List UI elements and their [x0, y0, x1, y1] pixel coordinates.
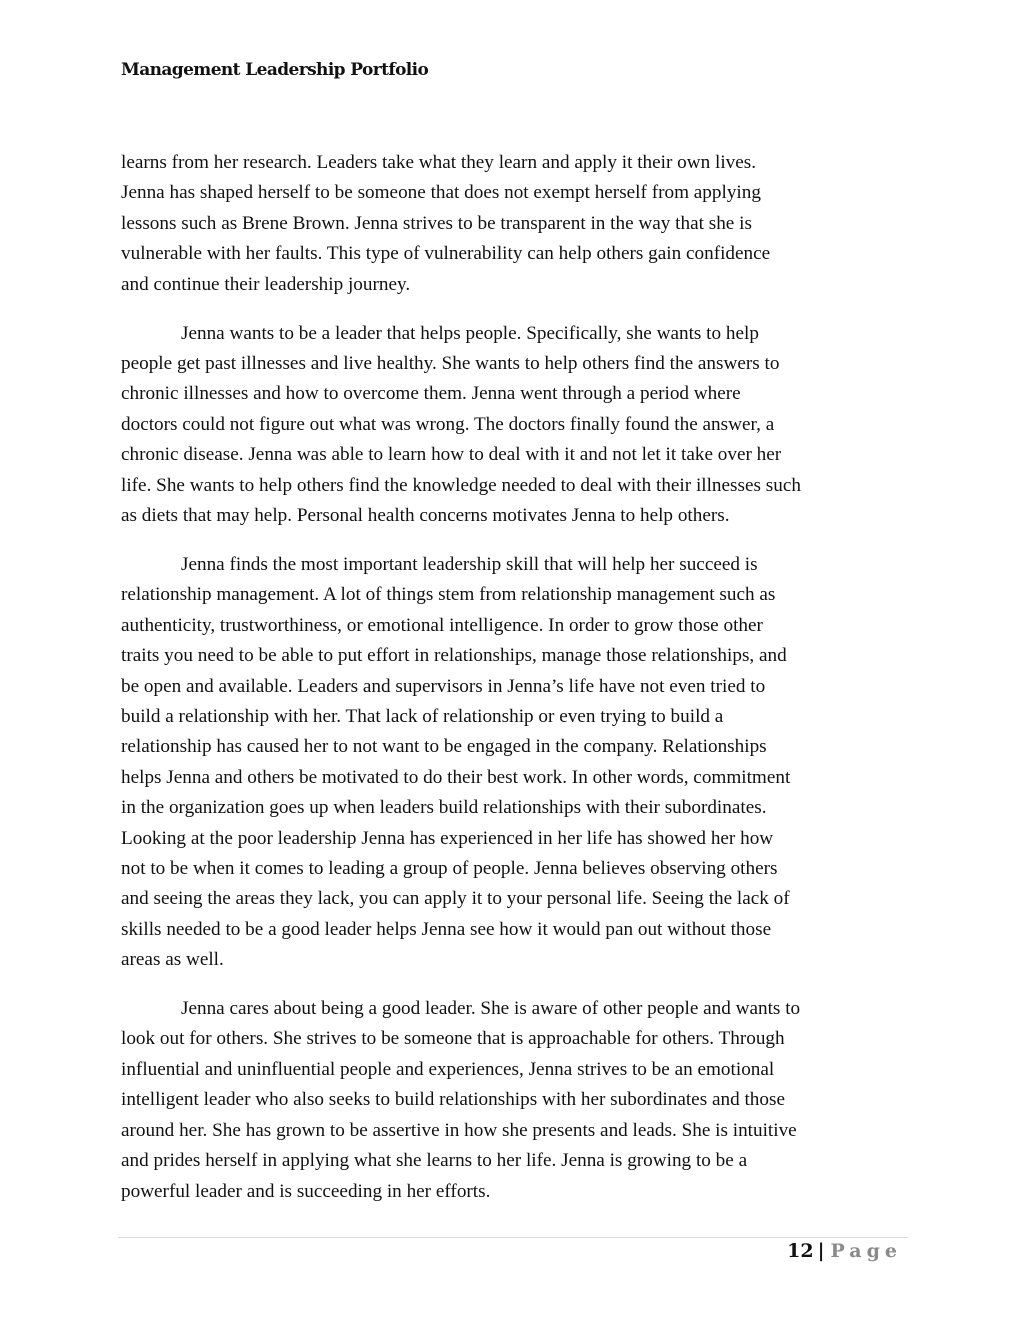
body-paragraph — [121, 148, 911, 300]
page-footer — [787, 1240, 902, 1262]
paragraph-line: skills needed to be a good leader helps Jenna see how it would pan out without those — [121, 918, 772, 940]
paragraph-line: influential and uninfluential people and experiences, Jenna strives to be an emotional — [121, 1058, 775, 1080]
paragraph-line: Jenna finds the most important leadership skill that will help her succeed is — [181, 553, 758, 575]
paragraph-line: look out for others. She strives to be someone that is approachable for others. Through — [121, 1028, 785, 1050]
paragraph-line: around her. She has grown to be assertive in how she presents and leads. She is intuitive — [121, 1119, 797, 1141]
paragraph-line: and seeing the areas they lack, you can apply it to your personal life. Seeing the lack of — [121, 888, 790, 910]
paragraph-line: and prides herself in applying what she learns to her life. Jenna is growing to be a — [121, 1150, 748, 1172]
paragraph-line: people get past illnesses and live healthy. She wants to help others find the answers to — [121, 352, 780, 374]
paragraph-line: in the organization goes up when leaders build relationships with their subordinates. — [121, 797, 767, 819]
paragraph-line: Jenna wants to be a leader that helps people. Specifically, she wants to help — [181, 322, 759, 344]
page-number: 12 — [787, 1240, 814, 1262]
paragraph-line: helps Jenna and others be motivated to do their best work. In other words, commitment — [121, 766, 791, 788]
paragraph-line: doctors could not figure out what was wrong. The doctors finally found the answer, a — [121, 413, 775, 435]
paragraph-line: Jenna has shaped herself to be someone that does not exempt herself from applying — [121, 182, 761, 204]
paragraph-line: Jenna cares about being a good leader. She is aware of other people and wants to — [181, 998, 801, 1020]
paragraph-line: as diets that may help. Personal health concerns motivates Jenna to help others. — [121, 504, 730, 526]
paragraph-line: powerful leader and is succeeding in her efforts. — [121, 1180, 491, 1202]
paragraph-line: authenticity, trustworthiness, or emotional intelligence. In order to grow those other — [121, 614, 763, 636]
footer-divider — [118, 1237, 908, 1238]
paragraph-line: life. She wants to help others find the knowledge needed to deal with their illnesses such — [121, 474, 801, 496]
body-paragraph — [121, 319, 911, 532]
paragraph-line: build a relationship with her. That lack of relationship or even trying to build a — [121, 705, 724, 727]
paragraph-line: traits you need to be able to put effort in relationships, manage those relationships, and — [121, 645, 787, 667]
paragraph-line: be open and available. Leaders and supervisors in Jenna’s life have not even tried to — [121, 675, 766, 697]
paragraph-line: Looking at the poor leadership Jenna has experienced in her life has showed her how — [121, 827, 774, 849]
page-separator: | — [817, 1240, 825, 1262]
paragraph-line: not to be when it comes to leading a group of people. Jenna believes observing others — [121, 857, 778, 879]
body-paragraph — [121, 994, 911, 1207]
paragraph-line: chronic illnesses and how to overcome them. Jenna went through a period where — [121, 383, 741, 405]
paragraph-line: vulnerable with her faults. This type of vulnerability can help others gain confidence — [121, 243, 771, 265]
document-header-title: Management Leadership Portfolio — [121, 60, 429, 80]
paragraph-line: areas as well. — [121, 949, 224, 971]
body-paragraph — [121, 550, 911, 976]
paragraph-line: and continue their leadership journey. — [121, 273, 411, 295]
paragraph-line: chronic disease. Jenna was able to learn how to deal with it and not let it take over her — [121, 444, 782, 466]
paragraph-line: relationship has caused her to not want to be engaged in the company. Relationships — [121, 736, 767, 758]
paragraph-line: learns from her research. Leaders take what they learn and apply it their own lives. — [121, 152, 757, 173]
document-body — [121, 148, 911, 1225]
page-label: Page — [830, 1240, 902, 1262]
paragraph-line: intelligent leader who also seeks to build relationships with her subordinates and those — [121, 1089, 785, 1111]
paragraph-line: lessons such as Brene Brown. Jenna strives to be transparent in the way that she is — [121, 212, 752, 234]
paragraph-line: relationship management. A lot of things stem from relationship management such as — [121, 584, 776, 606]
